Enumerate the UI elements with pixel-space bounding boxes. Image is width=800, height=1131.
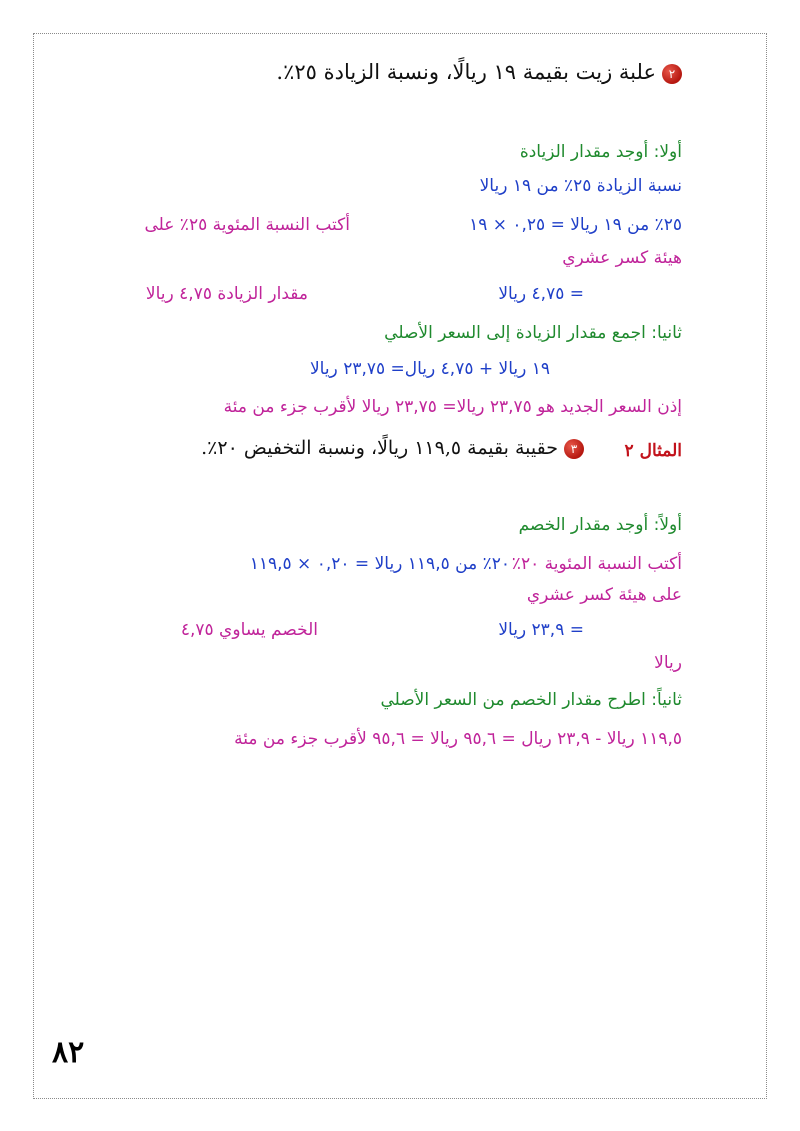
step-2-title: ثانيا: اجمع مقدار الزيادة إلى السعر الأصلي [384, 323, 682, 343]
calc-note-1a: أكتب النسبة المئوية ٢٥٪ على [144, 215, 350, 235]
example-2-label: المثال ٢ [624, 441, 682, 461]
example-2-heading [201, 437, 584, 459]
example-2-text: حقيبة بقيمة ١١٩,٥ ريالًا، ونسبة التخفيض ٢٠٪. [201, 437, 558, 459]
step-2-title-2: ثانياً: اطرح مقدار الخصم من السعر الأصلي [380, 690, 682, 710]
page-number: ٨٢ [52, 1035, 85, 1070]
problem-number-badge: ٣ [564, 439, 584, 459]
result-note-1: مقدار الزيادة ٤,٧٥ ريالا [145, 284, 308, 304]
final-equation: ١١٩,٥ ريالا - ٢٣,٩ ريال = ٩٥,٦ ريالا = ٩٥,٦ لأقرب جزء من مئة [234, 729, 682, 749]
calc-note-1b: هيئة كسر عشري [562, 248, 682, 268]
sum-equation: ١٩ ريالا + ٤,٧٥ ريال= ٢٣,٧٥ ريالا [309, 359, 550, 379]
conclusion-1: إذن السعر الجديد هو ٢٣,٧٥ ريالا= ٢٣,٧٥ ريالا لأقرب جزء من مئة [223, 397, 682, 417]
result-value-1: = ٤,٧٥ ريالا [498, 284, 584, 304]
step-1-title: أولا: أوجد مقدار الزيادة [519, 142, 682, 162]
result-value-2: = ٢٣,٩ ريالا [498, 620, 584, 640]
calc-note-2a: أكتب النسبة المئوية ٢٠٪ [511, 554, 682, 574]
calc-note-2b: على هيئة كسر عشري [526, 585, 682, 605]
percent-statement: نسبة الزيادة ٢٥٪ من ١٩ ريالا [479, 176, 682, 196]
problem-1-text: علبة زيت بقيمة ١٩ ريالًا، ونسبة الزيادة ٢٥٪. [276, 60, 656, 84]
result-unit-2: ريالا [654, 653, 682, 673]
calc-equation-1: ٢٥٪ من ١٩ ريالا = ٠,٢٥ × ١٩ [469, 215, 682, 235]
step-1-title-2: أولاً: أوجد مقدار الخصم [518, 515, 682, 535]
problem-number-badge: ٢ [662, 64, 682, 84]
result-note-2: الخصم يساوي ٤,٧٥ [180, 620, 318, 640]
problem-1-heading [276, 60, 682, 84]
calc-equation-2: ٢٠٪ من ١١٩,٥ ريالا = ٠,٢٠ × ١١٩,٥ [249, 554, 510, 574]
